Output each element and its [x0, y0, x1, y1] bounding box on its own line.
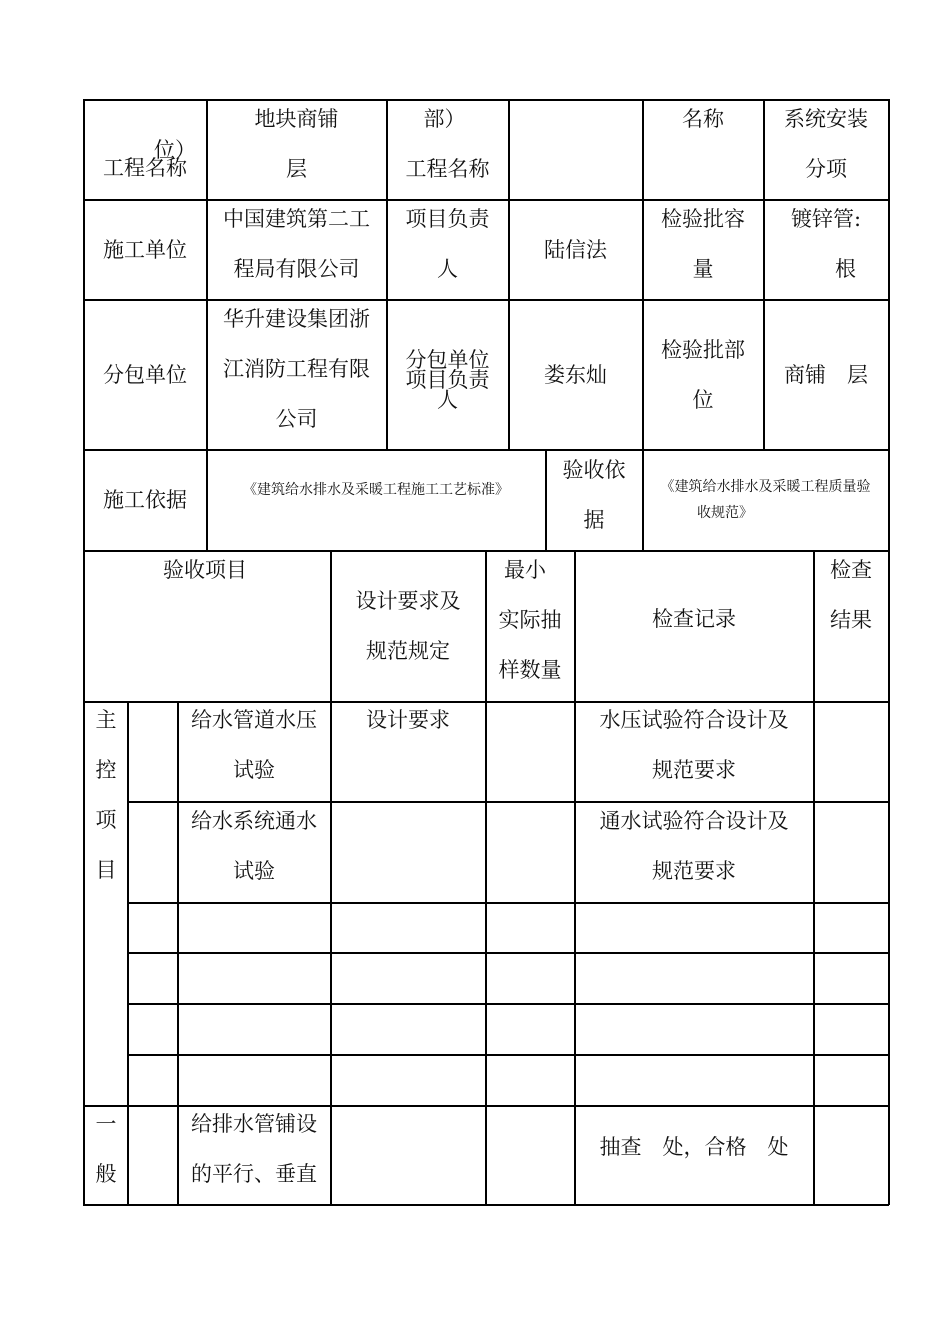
- general-item-1-record: 抽查 处，合格 处: [599, 1135, 789, 1159]
- row1-project-name-text: 工程名称: [103, 156, 187, 180]
- batch-capacity-value: 镀锌管: 根: [790, 207, 862, 281]
- row1-subproject-label: 部） 工程名称: [405, 107, 490, 181]
- header-min-sample: 最小 实际抽 样数量: [498, 558, 562, 682]
- main-item-2-record: 通水试验符合设计及 规范要求: [599, 808, 789, 883]
- header-check-result: 检查 结果: [830, 558, 872, 632]
- header-design-requirement: 设计要求及 规范规定: [355, 589, 461, 663]
- row-divider: [127, 902, 889, 904]
- construction-unit-value: 中国建筑第二工 程局有限公司: [223, 207, 370, 281]
- construction-unit-label: 施工单位: [103, 237, 187, 262]
- main-item-1: 给水管道水压 试验: [191, 708, 317, 782]
- acceptance-basis-label: 验收依 据: [562, 458, 626, 532]
- main-item-1-design: 设计要求: [366, 708, 450, 732]
- row-divider: [127, 952, 889, 954]
- row-divider: [127, 1054, 889, 1056]
- row1-name-label: 名称: [682, 107, 724, 131]
- row1-c1-top: 位）: [154, 137, 196, 162]
- main-item-1-record: 水压试验符合设计及 规范要求: [599, 708, 789, 782]
- border-right: [888, 99, 890, 1205]
- general-group-label: 一 般: [95, 1112, 117, 1186]
- subcontractor-value: 华升建设集团浙 江消防工程有限 公司: [223, 307, 370, 431]
- batch-part-label: 检验批部 位: [661, 337, 745, 412]
- header-acceptance-item: 验收项目: [163, 558, 247, 582]
- subcontractor-manager-label: 分包单位 项目负责 人: [405, 347, 490, 412]
- row-divider: [127, 1003, 889, 1005]
- batch-capacity-label: 检验批容 量: [661, 207, 745, 281]
- acceptance-basis-value: 《建筑给水排水及采暖工程质量验 收规范》: [660, 479, 871, 521]
- project-manager-value: 陆信法: [544, 237, 607, 262]
- main-item-2: 给水系统通水 试验: [191, 808, 317, 883]
- general-item-1: 给排水管铺设 的平行、垂直: [191, 1112, 317, 1186]
- main-control-group-label: 主 控 项 目: [95, 708, 117, 882]
- row1-name-value: 系统安装 分项: [784, 107, 868, 181]
- construction-basis-label: 施工依据: [103, 488, 187, 512]
- project-manager-label: 项目负责 人: [405, 207, 490, 281]
- subcontractor-label: 分包单位: [103, 362, 187, 387]
- header-check-record: 检查记录: [652, 606, 736, 631]
- row1-project-value: 地块商铺 层: [254, 107, 339, 181]
- row1-subproject-value: [509, 100, 642, 199]
- construction-basis-value: 《建筑给水排水及采暖工程施工工艺标准》: [243, 482, 509, 498]
- subcontractor-manager-value: 娄东灿: [544, 362, 607, 387]
- batch-part-value: 商铺 层: [784, 362, 868, 387]
